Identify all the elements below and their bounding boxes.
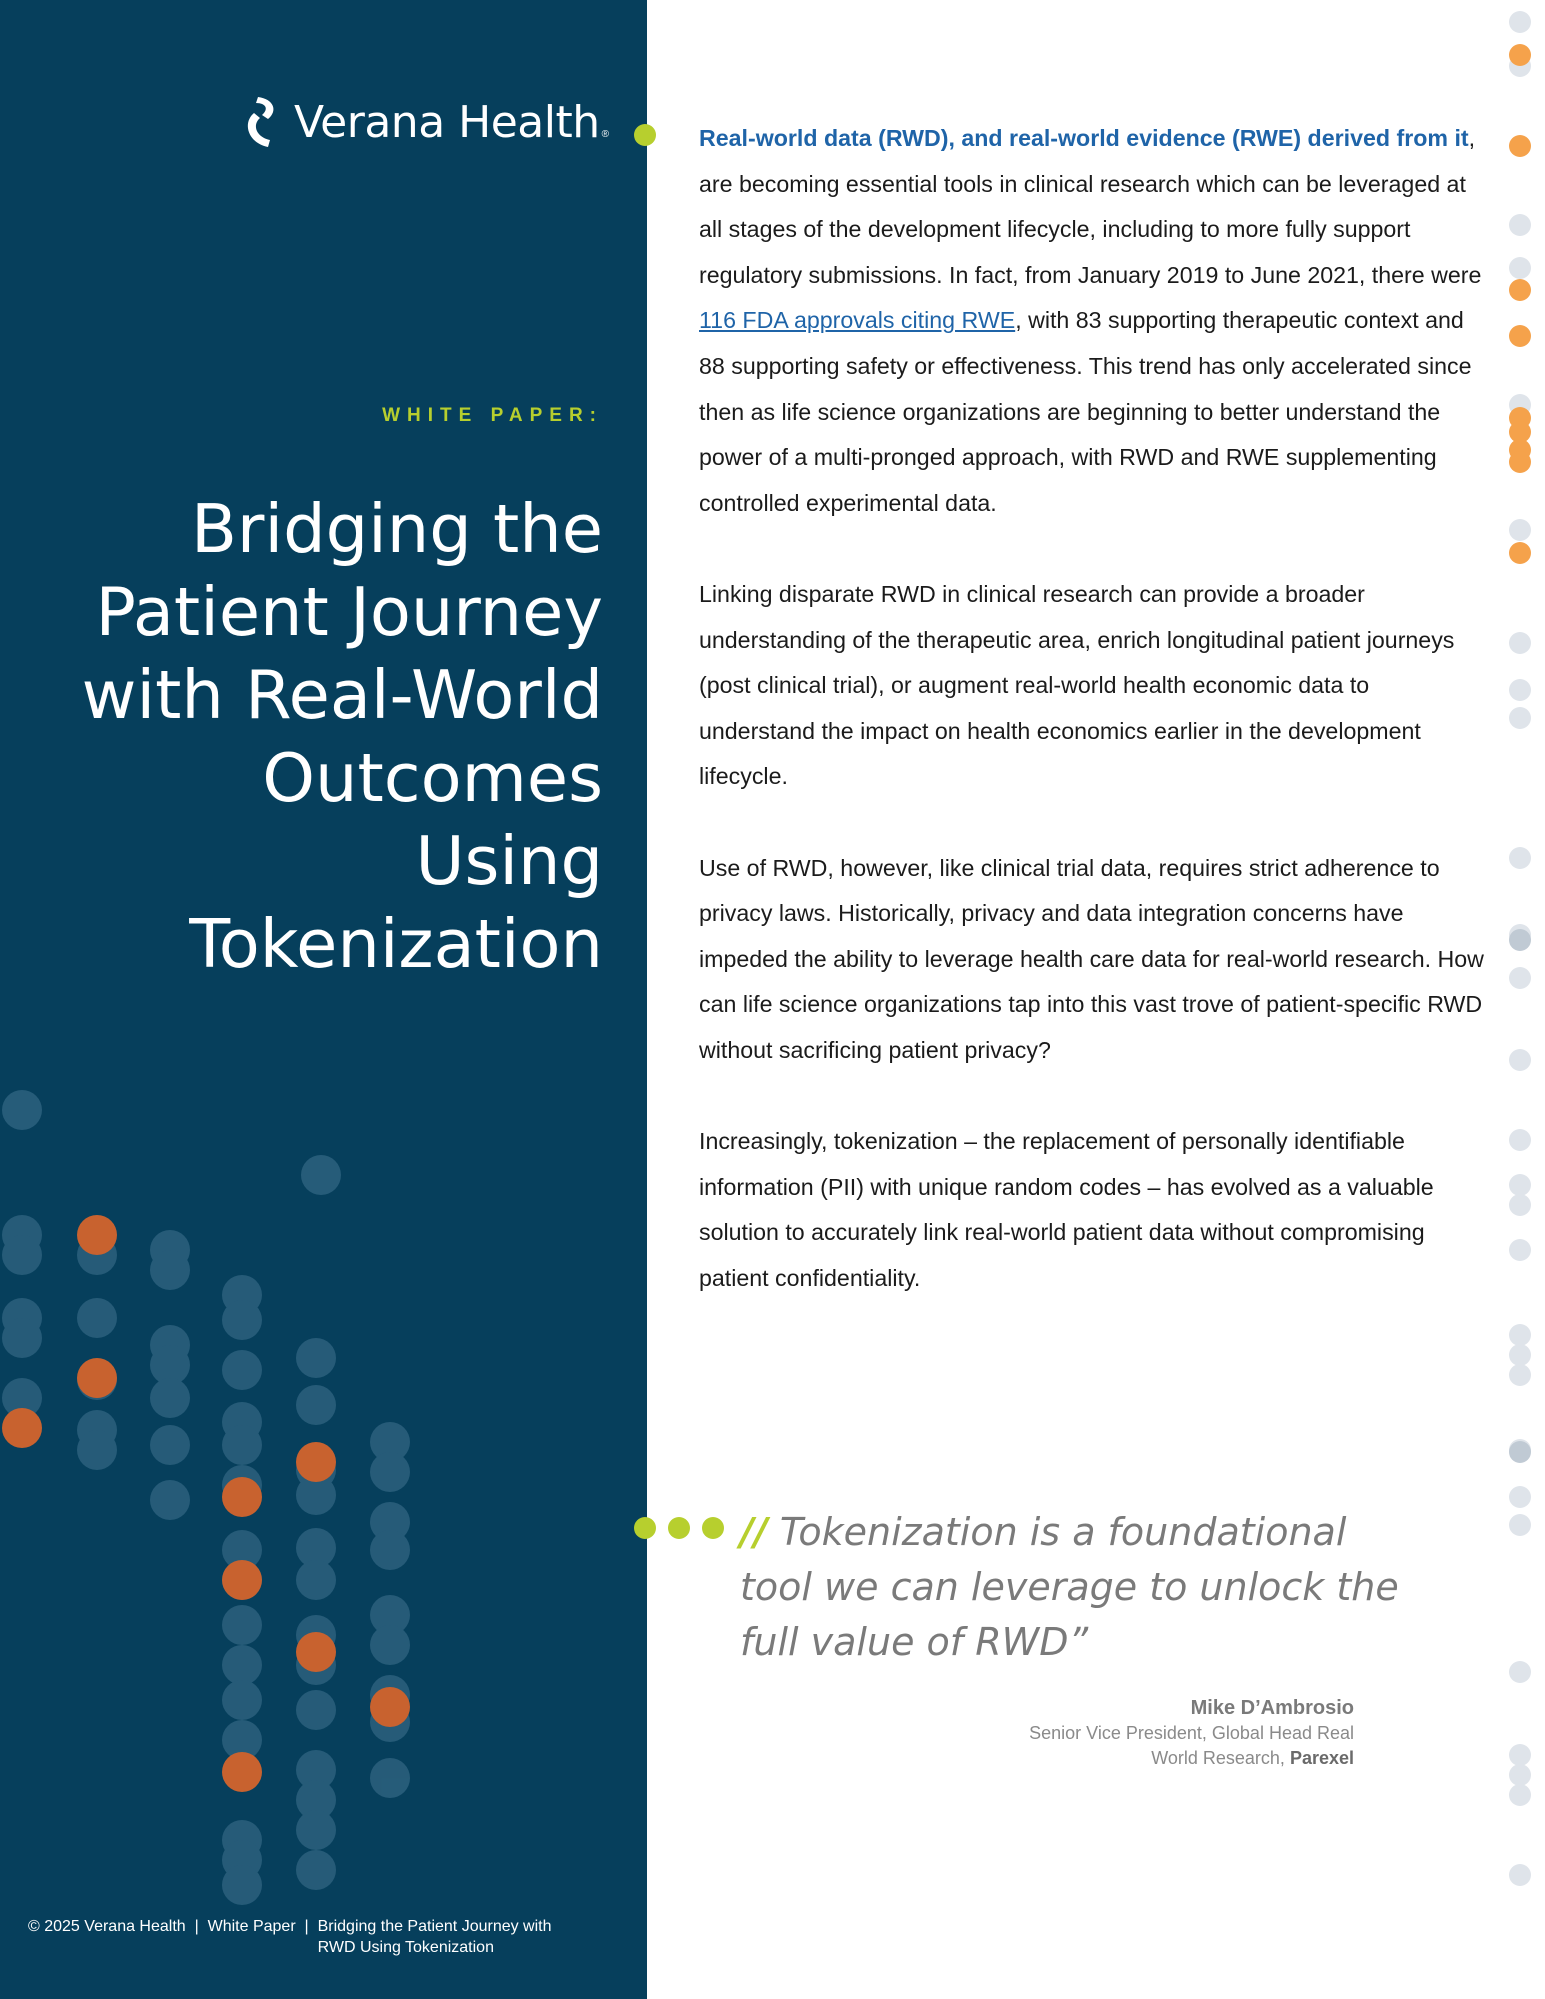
quote-text: Tokenization is a foundational tool we can leverage to unlock the full value of RWD” — [740, 1510, 1399, 1664]
footer — [28, 1916, 552, 1958]
title-line: Bridging the — [190, 490, 603, 568]
decorative-dot-pattern — [0, 1080, 420, 1930]
quote-accent-dots — [634, 1517, 724, 1539]
quote-organization: Parexel — [1289, 1748, 1354, 1768]
registered-mark: ® — [601, 129, 609, 140]
lead-in-text: Real-world data (RWD), and real-world evidence (RWE) derived from it — [699, 125, 1469, 151]
quote-author: Mike D’Ambrosio — [1190, 1697, 1354, 1719]
quote-marks: // — [740, 1510, 768, 1554]
footer-copyright: © 2025 Verana Health | White Paper | — [28, 1918, 318, 1935]
title-line: Tokenization — [189, 905, 603, 983]
footer-doc-title-line: RWD Using Tokenization — [317, 1939, 494, 1956]
title-line: Outcomes Using — [262, 739, 603, 900]
page-title — [60, 488, 603, 986]
footer-doc-title-line: Bridging the Patient Journey with — [317, 1918, 552, 1935]
brand-name: Verana Health — [294, 96, 600, 148]
quote-attribution — [1029, 1696, 1354, 1771]
body-paragraph: Use of RWD, however, like clinical trial data, requires strict adherence to privacy laws. Historically, privacy and data integration concerns have impeded the ability to leverage health care data for real-world research. How can life science organizations tap into this vast trove of patient-specific RWD without sacrificing patient privacy? — [699, 854, 1484, 1063]
quote-role: Senior Vice President, Global Head Real — [1029, 1723, 1354, 1743]
body-paragraph — [699, 116, 1484, 526]
quote-role-text: World Research, — [1151, 1748, 1290, 1768]
title-line: Patient Journey — [95, 573, 603, 651]
body-paragraph: Increasingly, tokenization – the replacement of personally identifiable information (PII) with unique random codes – has evolved as a valuable solution to accurately link real-world patient data without compromising patient confidentiality. — [699, 1128, 1434, 1291]
accent-dot — [702, 1517, 724, 1539]
document-type-label: WHITE PAPER: — [382, 405, 603, 426]
decorative-right-dots — [1500, 0, 1545, 1999]
accent-dot — [634, 124, 656, 146]
body-text-span: , with 83 supporting therapeutic context and 88 supporting safety or effectiveness. This trend has only accelerated since then as life science organizations are beginning to better understand the power of a multi-pronged approach, with RWD and RWE supplementing controlled experimental data. — [699, 307, 1472, 516]
verana-logo-icon — [244, 93, 284, 151]
brand-logo — [244, 92, 609, 152]
body-text-span: , are becoming essential tools in clinical research which can be leveraged at all stages of the development lifecycle, including to more fully support regulatory submissions. In fact, from January 2019 to June 2021, there were — [699, 125, 1482, 288]
main-body — [699, 116, 1484, 1347]
accent-dot — [668, 1517, 690, 1539]
pull-quote — [740, 1505, 1400, 1670]
fda-approvals-link[interactable]: 116 FDA approvals citing RWE — [699, 307, 1016, 334]
title-line: with Real-World — [81, 656, 603, 734]
body-paragraph: Linking disparate RWD in clinical research can provide a broader understanding of the therapeutic area, enrich longitudinal patient journeys (post clinical trial), or augment real-world health economic data to understand the impact on health economics earlier in the development lifecycle. — [699, 580, 1455, 790]
footer-doc-title — [318, 1916, 552, 1958]
cover-panel — [0, 0, 647, 1999]
accent-dot — [634, 1517, 656, 1539]
quote-role-line2 — [1029, 1746, 1354, 1771]
